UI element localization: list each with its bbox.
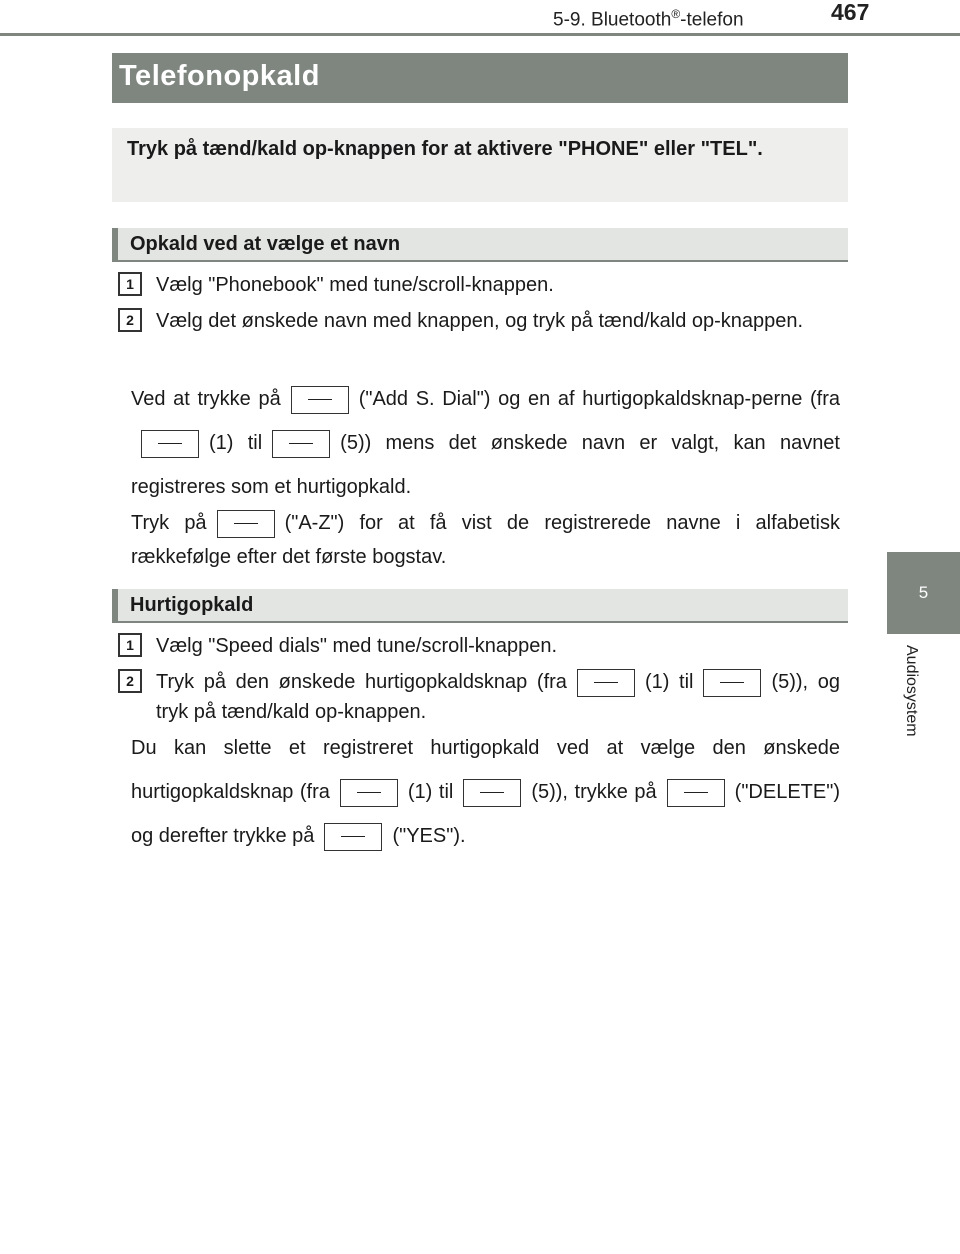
step-item: [118, 631, 840, 661]
step-number-badge: 1: [118, 633, 142, 657]
chapter-tab: 5: [887, 552, 960, 634]
section-title: 5-9. Bluetooth®-telefon: [553, 7, 744, 31]
speed-dial-5-button-icon: [703, 669, 761, 697]
speed-dial-5-button-icon: [463, 779, 521, 807]
add-speed-dial-button-icon: [291, 386, 349, 414]
intro-box: Tryk på tænd/kald op-knappen for at aktivere "PHONE" eller "TEL".: [112, 128, 848, 202]
step-item: [118, 306, 840, 336]
speed-dial-1-button-icon: [141, 430, 199, 458]
section-heading-speed-dial: Hurtigopkald: [112, 589, 848, 623]
page-number: 467: [831, 0, 870, 25]
note-delete-speed-dial: Du kan slette et registreret hurtigopkald ved at vælge den ønskede hurtigopkaldsknap (fra (1) til (5)), trykke på ("DELETE") og derefter trykke på ("YES").: [131, 726, 840, 858]
step-text: Vælg "Speed dials" med tune/scroll-knappen.: [156, 635, 558, 657]
speed-dial-1-button-icon: [340, 779, 398, 807]
speed-dial-1-button-icon: [577, 669, 635, 697]
step-item: [118, 270, 840, 300]
a-z-button-icon: [217, 510, 275, 538]
speed-dial-5-button-icon: [272, 430, 330, 458]
step-text: Tryk på den ønskede hurtigopkaldsknap (fra (1) til (5)), og tryk på tænd/kald op-knappen.: [156, 667, 840, 727]
step-number-badge: 1: [118, 272, 142, 296]
step-number-badge: 2: [118, 308, 142, 332]
step-item: [118, 667, 840, 727]
chapter-tab-label: Audiosystem: [903, 645, 920, 737]
section-heading-select-name: Opkald ved at vælge et navn: [112, 228, 848, 262]
page-title: Telefonopkald: [112, 53, 848, 103]
note-a-z: Tryk på ("A-Z") for at få vist de registrerede navne i alfabetisk rækkefølge efter det første bogstav.: [131, 506, 840, 574]
note-add-speed-dial: Ved at trykke på ("Add S. Dial") og en af hurtigopkaldsknap-perne (fra(1) til (5)) mens det ønskede navn er valgt, kan navnet registreres som et hurtigopkald.: [131, 377, 840, 509]
yes-button-icon: [324, 823, 382, 851]
step-text: Vælg "Phonebook" med tune/scroll-knappen.: [156, 274, 554, 296]
step-text: Vælg det ønskede navn med knappen, og tryk på tænd/kald op-knappen.: [156, 310, 804, 332]
step-number-badge: 2: [118, 669, 142, 693]
delete-button-icon: [667, 779, 725, 807]
header-rule: [0, 33, 960, 36]
